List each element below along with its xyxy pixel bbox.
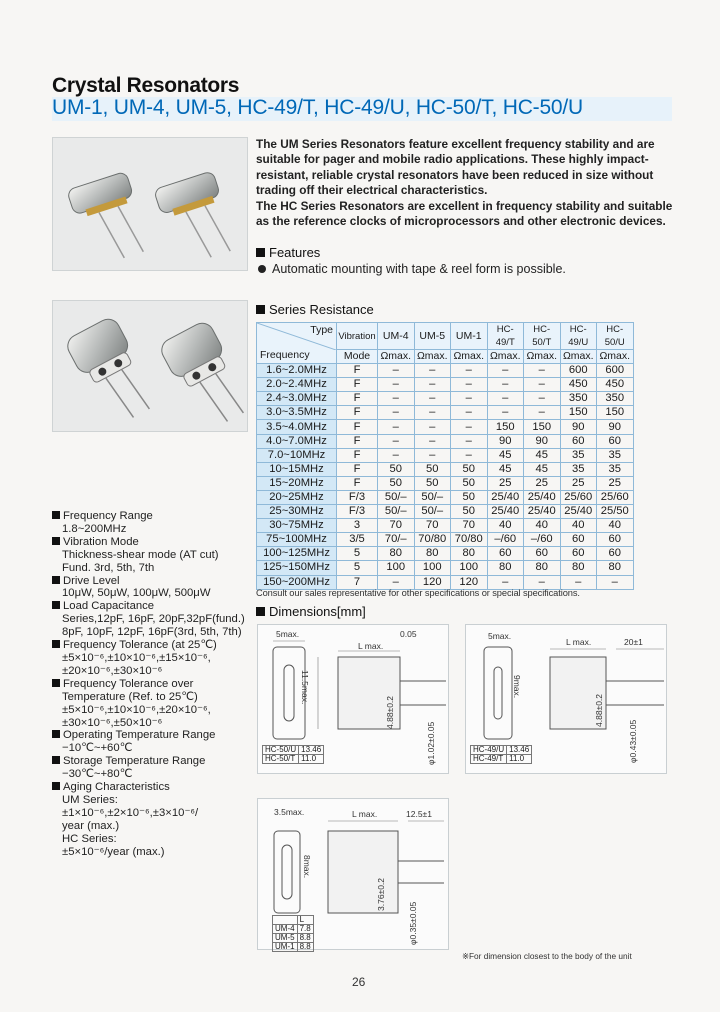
resistance-cell: – (524, 392, 561, 406)
resistance-cell: 50/– (378, 505, 415, 519)
dim-label: 5max. (488, 631, 512, 641)
resistance-cell: 60 (597, 547, 634, 561)
spec-list (52, 510, 248, 858)
dim-table (262, 745, 324, 764)
col-mode: Mode (337, 350, 378, 364)
dim-table-label: HC-50/U (263, 746, 299, 755)
resistance-cell: – (451, 364, 488, 378)
row-mode: F (337, 420, 378, 434)
spec-heading (52, 575, 248, 588)
spec-heading-text: Vibration Mode (63, 535, 139, 548)
col-header: HC-50/T (524, 323, 561, 350)
resistance-cell: – (451, 434, 488, 448)
bullet-square-icon (52, 576, 60, 584)
spec-heading-text: Frequency Range (63, 510, 153, 522)
corner-type-label: Type (310, 324, 333, 336)
resistance-cell: 150 (560, 406, 597, 420)
resistance-cell: – (414, 420, 451, 434)
series-resistance-note: Consult our sales representative for other specifications or special specifications. (256, 588, 580, 598)
resistance-cell: 25 (487, 476, 524, 490)
row-mode: 5 (337, 561, 378, 575)
resistance-cell: 90 (524, 434, 561, 448)
bullet-square-icon (52, 640, 60, 648)
row-frequency: 125~150MHz (257, 561, 337, 575)
spec-heading (52, 755, 248, 768)
resistance-cell: 50 (451, 505, 488, 519)
resistance-cell: – (378, 364, 415, 378)
resistance-cell: – (378, 575, 415, 589)
spec-heading-text: Frequency Tolerance (at 25℃) (63, 639, 217, 652)
spec-heading (52, 536, 248, 549)
features-heading: Features (256, 245, 320, 260)
bullet-dot-icon (258, 265, 266, 273)
resistance-cell: 50/– (378, 490, 415, 504)
resistance-cell: 90 (560, 420, 597, 434)
resistance-cell: –/60 (487, 533, 524, 547)
row-frequency: 15~20MHz (257, 476, 337, 490)
resistance-cell: 150 (487, 420, 524, 434)
dim-label: φ0.35±0.05 (408, 901, 418, 945)
resistance-cell: – (451, 392, 488, 406)
resistance-cell: – (524, 575, 561, 589)
resistance-cell: 80 (487, 561, 524, 575)
features-item: Automatic mounting with tape & reel form is possible. (256, 262, 566, 276)
spec-value: year (max.) (62, 819, 120, 832)
spec-value: ±5×10⁻⁶/year (max.) (62, 845, 165, 858)
spec-heading (52, 729, 248, 742)
resistance-cell: 25/60 (597, 490, 634, 504)
resistance-cell: 60 (597, 434, 634, 448)
spec-heading-text: Operating Temperature Range (63, 729, 216, 742)
resistance-cell: 70/– (378, 533, 415, 547)
resistance-cell: – (414, 406, 451, 420)
dimension-footnote: ※For dimension closest to the body of the unit (462, 951, 632, 961)
page-number: 26 (352, 975, 366, 989)
table-row (257, 434, 634, 448)
resistance-cell: 350 (597, 392, 634, 406)
resistance-cell: 45 (524, 448, 561, 462)
resistance-cell: 150 (524, 420, 561, 434)
corner-frequency-label: Frequency (260, 349, 310, 362)
row-frequency: 7.0~10MHz (257, 448, 337, 462)
spec-heading (52, 781, 248, 794)
resistance-cell: 35 (597, 448, 634, 462)
row-mode: F (337, 378, 378, 392)
resistance-cell: 80 (524, 561, 561, 575)
unit-label: Ωmax. (524, 350, 561, 364)
resistance-cell: – (487, 364, 524, 378)
dim-label: 3.76±0.2 (376, 877, 386, 911)
spec-heading-text: Load Capacitance (63, 600, 155, 613)
spec-value: −30℃~+80℃ (62, 768, 133, 781)
unit-label: Ωmax. (451, 350, 488, 364)
table-row (257, 420, 634, 434)
resistance-cell: 50 (414, 462, 451, 476)
dim-table-label: HC-50/T (263, 755, 299, 764)
resistance-cell: 90 (487, 434, 524, 448)
table-row (257, 378, 634, 392)
resistance-cell: – (524, 378, 561, 392)
resistance-cell: 40 (560, 519, 597, 533)
spec-value: 1.8~200MHz (62, 522, 127, 535)
series-resistance-table (256, 322, 634, 590)
row-mode: F (337, 434, 378, 448)
dim-label: 11.5max. (300, 670, 310, 705)
dim-table-value: 11.0 (507, 755, 532, 764)
resistance-cell: 70/80 (414, 533, 451, 547)
col-header: HC-50/U (597, 323, 634, 350)
resistance-cell: 25 (560, 476, 597, 490)
dim-table-value: 11.0 (299, 755, 324, 764)
resistance-cell: 70 (414, 519, 451, 533)
resistance-cell: – (378, 378, 415, 392)
spec-value: Series,12pF, 16pF, 20pF,32pF(fund.) (62, 613, 245, 626)
resistance-cell: – (487, 378, 524, 392)
resistance-cell: 25/40 (487, 490, 524, 504)
resistance-cell: 50 (451, 462, 488, 476)
spec-value: ±1×10⁻⁶,±2×10⁻⁶,±3×10⁻⁶/ (62, 806, 199, 819)
row-mode: 3 (337, 519, 378, 533)
table-row (257, 533, 634, 547)
spec-heading-text: Storage Temperature Range (63, 755, 206, 768)
series-resistance-heading: Series Resistance (256, 302, 374, 317)
col-header: HC-49/T (487, 323, 524, 350)
resistance-cell: – (524, 406, 561, 420)
dim-table (272, 915, 314, 952)
row-frequency: 100~125MHz (257, 547, 337, 561)
resistance-cell: 100 (378, 561, 415, 575)
spec-heading-text: Frequency Tolerance over (63, 677, 194, 690)
table-row (257, 364, 634, 378)
dim-table-label: UM-1 (273, 943, 298, 952)
row-mode: 3/5 (337, 533, 378, 547)
row-mode: F (337, 476, 378, 490)
dim-label: φ1.02±0.05 (426, 721, 436, 765)
resistance-cell: 100 (451, 561, 488, 575)
bullet-square-icon (256, 305, 265, 314)
col-vibration: Vibration (337, 323, 378, 350)
resistance-cell: 80 (414, 547, 451, 561)
resistance-cell: 40 (524, 519, 561, 533)
bullet-square-icon (256, 607, 265, 616)
resistance-cell: 35 (560, 462, 597, 476)
dim-label: L max. (566, 637, 592, 647)
row-frequency: 1.6~2.0MHz (257, 364, 337, 378)
resistance-cell: – (414, 392, 451, 406)
table-row (257, 392, 634, 406)
spec-heading (52, 678, 248, 691)
dimension-diagram-um (257, 798, 449, 950)
row-mode: 7 (337, 575, 378, 589)
model-list: UM-1, UM-4, UM-5, HC-49/T, HC-49/U, HC-50/T, HC-50/U (52, 96, 584, 119)
intro-hc: The HC Series Resonators are excellent in frequency stability and suitable as the reference clocks of microprocessors and other electronic devices. (256, 199, 673, 229)
spec-heading-text: Aging Characteristics (63, 781, 170, 794)
resistance-cell: – (414, 364, 451, 378)
dim-label: 9max. (512, 675, 522, 699)
resistance-cell: 600 (560, 364, 597, 378)
row-mode: 5 (337, 547, 378, 561)
bullet-square-icon (52, 601, 60, 609)
resistance-cell: 450 (597, 378, 634, 392)
col-header: UM-4 (378, 323, 415, 350)
resistance-cell: 120 (451, 575, 488, 589)
resistance-cell: 70/80 (451, 533, 488, 547)
resistance-cell: 25/40 (524, 505, 561, 519)
table-row (257, 406, 634, 420)
resistance-cell: 25 (597, 476, 634, 490)
row-frequency: 150~200MHz (257, 575, 337, 589)
row-mode: F (337, 392, 378, 406)
table-row (257, 575, 634, 589)
dim-table-value: 8.8 (297, 934, 313, 943)
row-frequency: 2.0~2.4MHz (257, 378, 337, 392)
resistance-cell: 70 (451, 519, 488, 533)
spec-value: HC Series: (62, 832, 117, 845)
resistance-cell: 45 (524, 462, 561, 476)
page-title: Crystal Resonators (52, 74, 240, 97)
dim-table (470, 745, 532, 764)
bullet-square-icon (52, 730, 60, 738)
dim-label: 5max. (276, 629, 300, 639)
resistance-cell: 80 (451, 547, 488, 561)
spec-value: Thickness-shear mode (AT cut) (62, 548, 219, 561)
resistance-cell: 60 (560, 547, 597, 561)
col-header: UM-1 (451, 323, 488, 350)
spec-value: UM Series: (62, 793, 118, 806)
resistance-cell: 80 (597, 561, 634, 575)
resistance-cell: 70 (378, 519, 415, 533)
resistance-cell: 50 (451, 476, 488, 490)
bullet-square-icon (52, 782, 60, 790)
resistance-cell: 60 (524, 547, 561, 561)
resistance-cell: 50 (378, 476, 415, 490)
row-frequency: 20~25MHz (257, 490, 337, 504)
resistance-cell: – (487, 392, 524, 406)
table-row (257, 462, 634, 476)
resistance-cell: 350 (560, 392, 597, 406)
table-row (257, 448, 634, 462)
dim-table-value: 13.46 (507, 746, 532, 755)
dim-table-value: 8.8 (297, 943, 313, 952)
resistance-cell: – (378, 406, 415, 420)
resistance-cell: 600 (597, 364, 634, 378)
spec-value: 10μW, 50μW, 100μW, 500μW (62, 587, 211, 600)
row-mode: F (337, 448, 378, 462)
unit-label: Ωmax. (378, 350, 415, 364)
row-frequency: 4.0~7.0MHz (257, 434, 337, 448)
resistance-cell: 45 (487, 448, 524, 462)
dim-label: 8max. (302, 855, 312, 879)
resistance-cell: 60 (560, 533, 597, 547)
unit-label: Ωmax. (414, 350, 451, 364)
row-frequency: 3.5~4.0MHz (257, 420, 337, 434)
dim-label: 20±1 (624, 637, 643, 647)
resistance-cell: –/60 (524, 533, 561, 547)
spec-heading-text: Drive Level (63, 574, 120, 587)
table-row (257, 547, 634, 561)
resistance-cell: 45 (487, 462, 524, 476)
unit-label: Ωmax. (560, 350, 597, 364)
dim-label: φ0.43±0.05 (628, 719, 638, 763)
dim-label: 12.5±1 (406, 809, 432, 819)
col-header: HC-49/U (560, 323, 597, 350)
spec-value: ±5×10⁻⁶,±10×10⁻⁶,±20×10⁻⁶, (62, 703, 211, 716)
resistance-cell: 80 (560, 561, 597, 575)
resistance-cell: 25/60 (560, 490, 597, 504)
resistance-cell: 50 (414, 476, 451, 490)
spec-value: 8pF, 10pF, 12pF, 16pF(3rd, 5th, 7th) (62, 626, 242, 639)
corner-header (257, 323, 337, 364)
dim-label: 0.05 (400, 629, 417, 639)
dim-table-label: UM-4 (273, 925, 298, 934)
resistance-cell: 120 (414, 575, 451, 589)
resistance-cell: 25/50 (597, 505, 634, 519)
row-frequency: 30~75MHz (257, 519, 337, 533)
row-frequency: 75~100MHz (257, 533, 337, 547)
col-header: UM-5 (414, 323, 451, 350)
spec-heading (52, 510, 248, 523)
resistance-cell: 35 (597, 462, 634, 476)
resistance-cell: 40 (597, 519, 634, 533)
dim-label: L max. (358, 641, 384, 651)
spec-heading (52, 639, 248, 652)
resistance-cell: – (451, 420, 488, 434)
spec-value: Temperature (Ref. to 25℃) (62, 690, 198, 703)
resistance-cell: 60 (597, 533, 634, 547)
resistance-cell: – (451, 448, 488, 462)
resistance-cell: 100 (414, 561, 451, 575)
dimensions-heading: Dimensions[mm] (256, 604, 366, 619)
spec-heading (52, 600, 248, 613)
resistance-cell: 25/40 (524, 490, 561, 504)
row-mode: F (337, 462, 378, 476)
dim-label: 4.88±0.2 (594, 693, 604, 727)
bullet-square-icon (52, 511, 60, 519)
resistance-cell: 450 (560, 378, 597, 392)
table-row (257, 505, 634, 519)
resistance-cell: – (560, 575, 597, 589)
bullet-square-icon (256, 248, 265, 257)
resistance-cell: 80 (378, 547, 415, 561)
dimension-diagram-hc50 (257, 624, 449, 774)
bullet-square-icon (52, 679, 60, 687)
resistance-cell: 25/40 (560, 505, 597, 519)
row-mode: F/3 (337, 505, 378, 519)
bullet-square-icon (52, 756, 60, 764)
dim-table-label: HC-49/T (471, 755, 507, 764)
row-frequency: 10~15MHz (257, 462, 337, 476)
resistance-cell: – (451, 378, 488, 392)
resistance-cell: 60 (560, 434, 597, 448)
resistance-cell: 50/– (414, 505, 451, 519)
resistance-cell: – (451, 406, 488, 420)
spec-value: ±5×10⁻⁶,±10×10⁻⁶,±15×10⁻⁶, (62, 651, 211, 664)
resistance-cell: – (414, 448, 451, 462)
table-row (257, 561, 634, 575)
resistance-cell: 150 (597, 406, 634, 420)
table-row (257, 476, 634, 490)
spec-value: ±20×10⁻⁶,±30×10⁻⁶ (62, 664, 163, 677)
resistance-cell: 40 (487, 519, 524, 533)
resistance-cell: – (414, 378, 451, 392)
spec-value: ±30×10⁻⁶,±50×10⁻⁶ (62, 716, 163, 729)
dim-label: 3.5max. (274, 807, 305, 817)
product-photo-um (52, 137, 248, 271)
resistance-cell: – (378, 392, 415, 406)
table-row (257, 490, 634, 504)
bullet-square-icon (52, 537, 60, 545)
resistance-cell: – (597, 575, 634, 589)
dimension-diagram-hc49 (465, 624, 667, 774)
resistance-cell: – (524, 364, 561, 378)
row-mode: F (337, 364, 378, 378)
resistance-cell: 50/– (414, 490, 451, 504)
row-frequency: 3.0~3.5MHz (257, 406, 337, 420)
resistance-cell: – (378, 420, 415, 434)
resistance-cell: – (414, 434, 451, 448)
resistance-cell: – (378, 434, 415, 448)
spec-value: Fund. 3rd, 5th, 7th (62, 561, 155, 574)
row-frequency: 2.4~3.0MHz (257, 392, 337, 406)
row-mode: F (337, 406, 378, 420)
dim-table-label: UM-5 (273, 934, 298, 943)
resistance-cell: 50 (451, 490, 488, 504)
resistance-cell: 50 (378, 462, 415, 476)
resistance-cell: 90 (597, 420, 634, 434)
spec-value: −10℃~+60℃ (62, 742, 133, 755)
dim-table-head: L (297, 916, 313, 925)
table-row (257, 519, 634, 533)
resistance-cell: 25/40 (487, 505, 524, 519)
unit-label: Ωmax. (597, 350, 634, 364)
resistance-cell: 60 (487, 547, 524, 561)
row-frequency: 25~30MHz (257, 505, 337, 519)
dim-table-value: 7.8 (297, 925, 313, 934)
resistance-cell: – (487, 406, 524, 420)
resistance-cell: – (378, 448, 415, 462)
dim-label: 4.88±0.2 (385, 695, 395, 729)
unit-label: Ωmax. (487, 350, 524, 364)
dim-table-label: HC-49/U (471, 746, 507, 755)
product-photo-hc (52, 300, 248, 432)
dim-label: L max. (352, 809, 378, 819)
resistance-cell: – (487, 575, 524, 589)
intro-um: The UM Series Resonators feature excellent frequency stability and are suitable for pager and mobile radio applications. These highly impact-resistant, reliable crystal resonators have been reduced in size without trading off their electrical characteristics. (256, 137, 655, 197)
dim-table-value: 13.46 (299, 746, 324, 755)
row-mode: F/3 (337, 490, 378, 504)
resistance-cell: 35 (560, 448, 597, 462)
resistance-cell: 25 (524, 476, 561, 490)
